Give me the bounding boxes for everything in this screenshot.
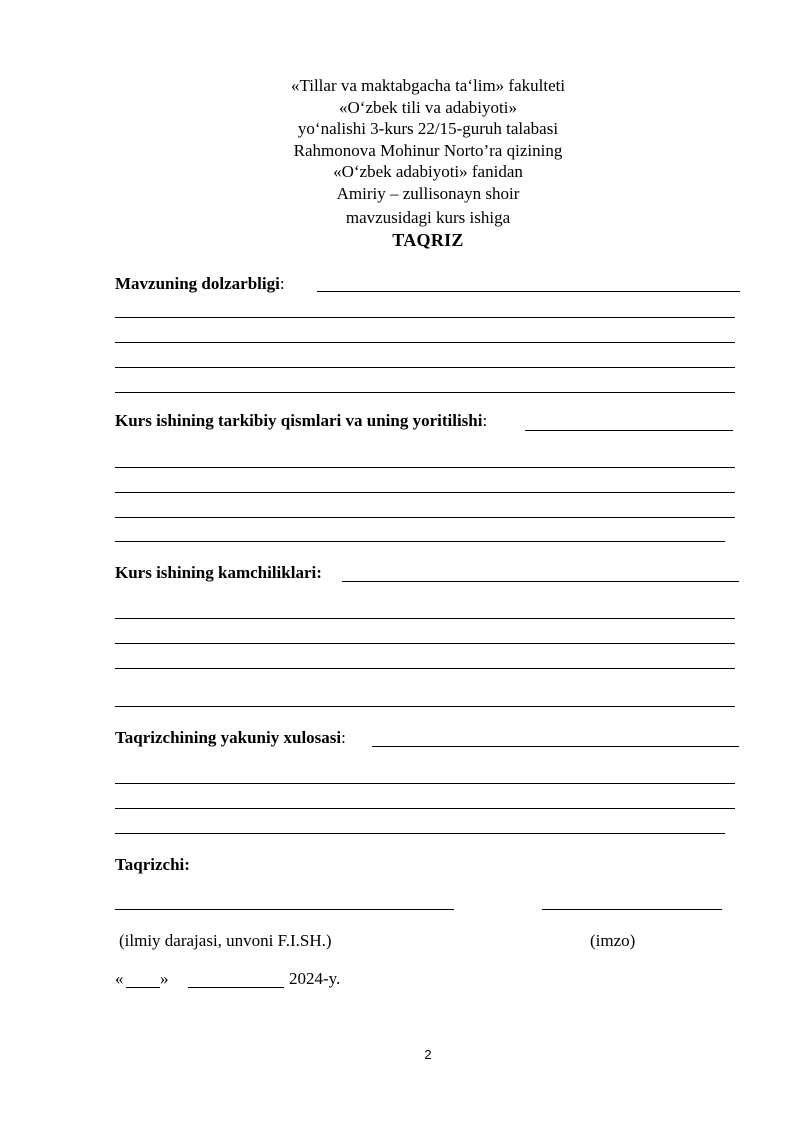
date-month-blank[interactable] [188,987,284,988]
components-label-colon: : [482,411,488,430]
reviewer-label-text: Taqrizchi: [115,855,190,874]
relevance-label-colon: : [279,274,285,293]
components-line-1[interactable] [115,467,735,468]
reviewer-label [115,855,190,875]
conclusion-line-3[interactable] [115,833,725,834]
document-title: TAQRIZ [392,230,464,251]
signature-caption: (imzo) [590,931,636,950]
shortcomings-label [115,563,322,583]
subject-line: «O‘zbek adabiyoti» fanidan [333,162,523,182]
relevance-label [115,274,285,294]
components-inline-line[interactable] [525,430,733,431]
student-name-line: Rahmonova Mohinur Norto’ra qizining [293,140,563,160]
shortcomings-label-text: Kurs ishining kamchiliklari: [115,563,322,582]
direction-line: yo‘nalishi 3-kurs 22/15-guruh talabasi [297,119,559,139]
shortcomings-line-1[interactable] [115,618,735,619]
conclusion-line-2[interactable] [115,808,735,809]
reviewer-signature-line[interactable] [542,909,722,910]
date-day-blank[interactable] [126,987,160,988]
components-line-2[interactable] [115,492,735,493]
reviewer-credentials-line[interactable] [115,909,454,910]
conclusion-inline-line[interactable] [372,746,739,747]
page-number: 2 [424,1047,432,1062]
conclusion-label-text: Taqrizchining yakuniy xulosasi [115,728,342,747]
document-header [0,75,800,252]
coursework-line: mavzusidagi kurs ishiga [345,207,511,227]
credentials-caption: (ilmiy darajasi, unvoni F.I.SH.) [119,931,332,950]
components-label [115,411,487,431]
shortcomings-inline-line[interactable] [342,581,739,582]
conclusion-line-1[interactable] [115,783,735,784]
date-close-quote: » [160,969,169,988]
relevance-line-4[interactable] [115,392,735,393]
relevance-label-text: Mavzuning dolzarbligi [115,274,280,293]
date-open-quote: « [115,969,124,988]
relevance-inline-line[interactable] [317,291,740,292]
shortcomings-line-2[interactable] [115,643,735,644]
components-line-3[interactable] [115,517,735,518]
shortcomings-line-4[interactable] [115,706,735,707]
relevance-line-3[interactable] [115,367,735,368]
components-line-4[interactable] [115,541,725,542]
topic-line: Amiriy – zullisonayn shoir [336,183,520,203]
conclusion-label [115,728,346,748]
shortcomings-line-3[interactable] [115,668,735,669]
conclusion-label-colon: : [341,728,346,747]
faculty-line: «Tillar va maktabgacha ta‘lim» fakulteti [290,76,566,95]
relevance-line-2[interactable] [115,342,735,343]
specialty-line: «O‘zbek tili va adabiyoti» [339,97,517,117]
date-year: 2024-y. [289,969,341,988]
relevance-line-1[interactable] [115,317,735,318]
components-label-text: Kurs ishining tarkibiy qismlari va uning yoritilishi [115,411,483,430]
